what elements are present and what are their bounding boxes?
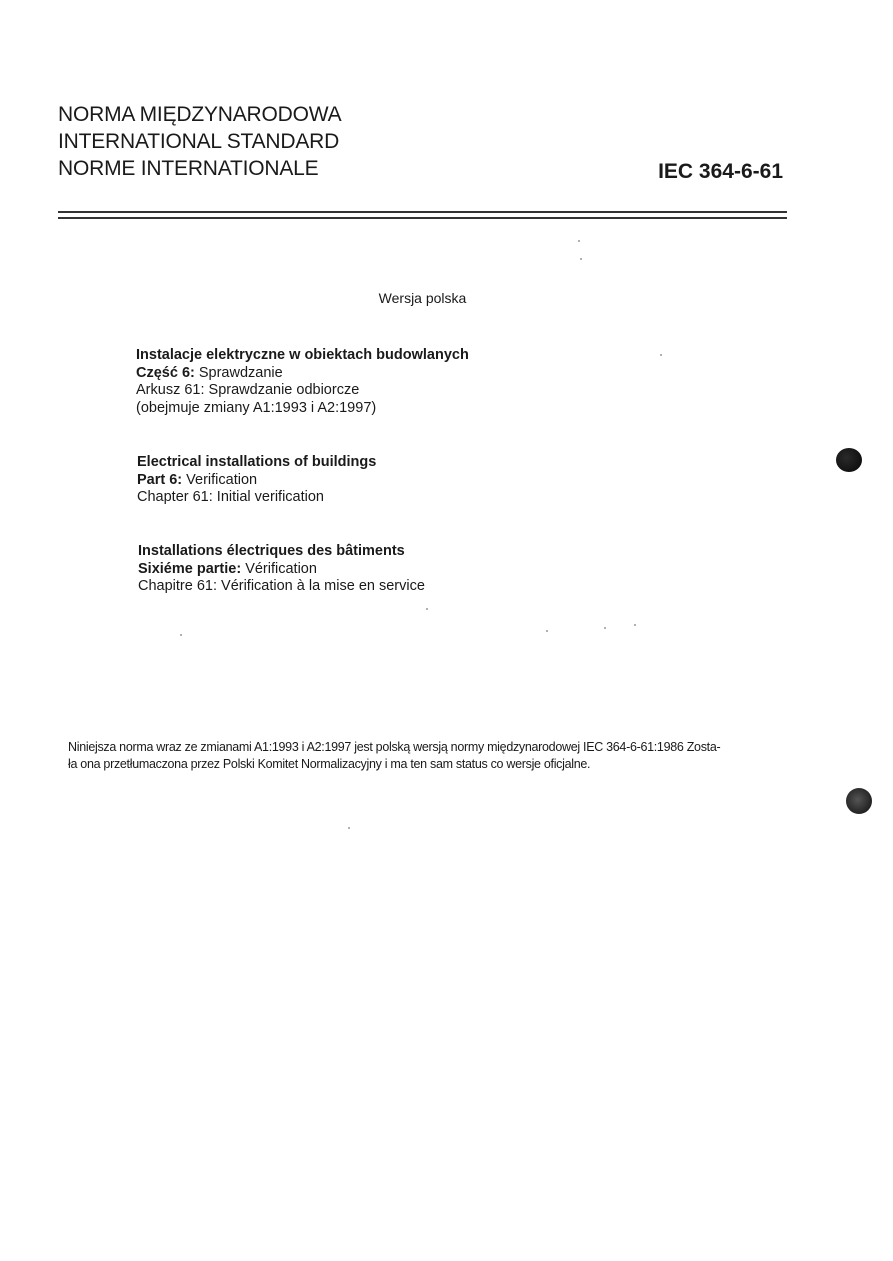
title-block-polish (136, 347, 469, 417)
polish-title: Instalacje elektryczne w obiektach budowlanych (136, 347, 469, 363)
title-english: INTERNATIONAL STANDARD (58, 130, 340, 153)
english-part-label: Part 6: (137, 471, 183, 488)
translation-note (68, 739, 808, 773)
french-part (138, 561, 425, 579)
french-chapter: Chapitre 61: Vérification à la mise en service (138, 578, 425, 594)
scan-speck (634, 624, 636, 626)
header-rule-top (58, 211, 787, 213)
header-titles (58, 101, 341, 182)
polish-part-text: Sprawdzanie (194, 364, 283, 381)
scan-speck (546, 630, 548, 632)
punch-hole-lower (846, 788, 872, 814)
english-part (137, 472, 376, 490)
title-block-english (137, 454, 376, 507)
standard-number: IEC 364-6-61 (658, 160, 783, 183)
english-part-text: Verification (182, 471, 258, 488)
version-label-row (0, 290, 893, 306)
header-rule-bottom (58, 217, 787, 219)
scan-speck (580, 258, 582, 260)
english-title: Electrical installations of buildings (137, 454, 377, 470)
title-block-french (138, 543, 425, 596)
polish-part-label: Część 6: (136, 364, 195, 381)
scan-speck (604, 627, 606, 629)
polish-part (136, 365, 469, 383)
french-title: Installations électriques des bâtiments (138, 543, 405, 559)
scan-speck (180, 634, 182, 636)
note-line-2: ła ona przetłumaczona przez Polski Komitet Normalizacyjny i ma ten sam status co wersje oficjalne. (68, 757, 591, 771)
title-french: NORME INTERNATIONALE (58, 157, 319, 180)
polish-chapter: Arkusz 61: Sprawdzanie odbiorcze (136, 382, 360, 398)
english-chapter: Chapter 61: Initial verification (137, 489, 324, 505)
scan-speck (348, 827, 350, 829)
french-part-label: Sixiéme partie: (138, 560, 242, 577)
scan-speck (660, 354, 662, 356)
punch-hole-upper (836, 448, 862, 472)
scan-speck (426, 608, 428, 610)
french-part-text: Vérification (241, 560, 317, 577)
title-polish: NORMA MIĘDZYNARODOWA (58, 103, 342, 126)
scan-speck (578, 240, 580, 242)
polish-amendments: (obejmuje zmiany A1:1993 i A2:1997) (136, 399, 377, 416)
note-line-1: Niniejsza norma wraz ze zmianami A1:1993 i A2:1997 jest polską wersją normy międzynarodowej IEC 364-6-61:1986 Zosta- (68, 740, 721, 754)
version-label: Wersja polska (378, 290, 467, 306)
